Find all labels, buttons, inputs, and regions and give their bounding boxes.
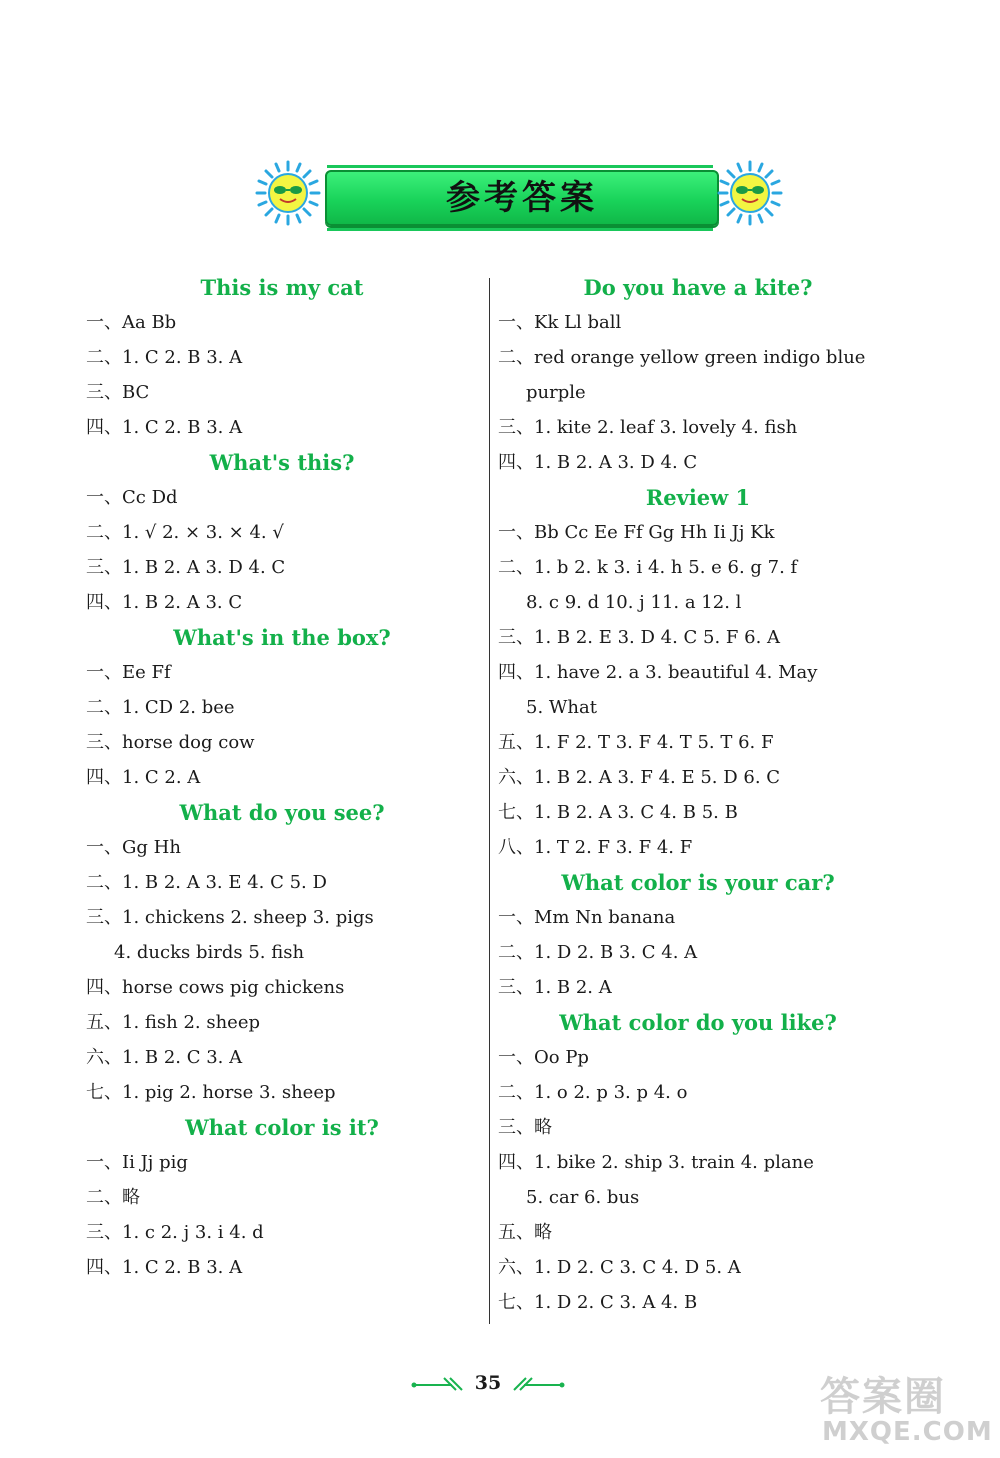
answer-row: 二、1. o 2. p 3. p 4. o	[498, 1082, 688, 1103]
sun-icon	[717, 160, 783, 226]
answer-row: 一、Gg Hh	[86, 837, 181, 858]
answer-row: 一、Ee Ff	[86, 662, 171, 683]
banner-rule-top	[327, 165, 713, 168]
answer-row: 4. ducks birds 5. fish	[114, 942, 305, 963]
answer-row: 一、Oo Pp	[498, 1047, 589, 1068]
answer-row: 七、1. B 2. A 3. C 4. B 5. B	[498, 802, 738, 823]
answer-row: 一、Ii Jj pig	[86, 1152, 188, 1173]
page-number: 35	[474, 1372, 502, 1394]
answer-row: 二、1. C 2. B 3. A	[86, 347, 243, 368]
answer-row: 三、1. c 2. j 3. i 4. d	[86, 1222, 264, 1243]
answer-row: purple	[526, 382, 586, 403]
answer-row: 七、1. D 2. C 3. A 4. B	[498, 1292, 698, 1313]
watermark-text: 答案圈	[820, 1374, 946, 1420]
section-heading: Do you have a kite?	[583, 275, 813, 300]
sun-icon	[255, 160, 321, 226]
column-divider	[489, 278, 490, 1324]
page-title: 参考答案	[446, 178, 598, 218]
answer-row: 一、Mm Nn banana	[498, 907, 676, 928]
answer-row: 四、horse cows pig chickens	[86, 977, 345, 998]
answer-row: 六、1. B 2. C 3. A	[86, 1047, 243, 1068]
answer-row: 五、1. fish 2. sheep	[86, 1012, 261, 1033]
answer-row: 三、1. B 2. A	[498, 977, 612, 998]
answer-row: 三、1. chickens 2. sheep 3. pigs	[86, 907, 374, 928]
section-heading: What's in the box?	[173, 625, 391, 650]
answer-row: 一、Kk Ll ball	[498, 312, 622, 333]
answer-row: 五、略	[498, 1222, 552, 1243]
answer-row: 三、1. B 2. E 3. D 4. C 5. F 6. A	[498, 627, 781, 648]
banner-rule-bottom	[327, 228, 713, 231]
answer-column-right	[498, 270, 898, 1320]
answer-row: 5. What	[526, 697, 597, 718]
answer-row: 六、1. B 2. A 3. F 4. E 5. D 6. C	[498, 767, 781, 788]
answer-row: 二、red orange yellow green indigo blue	[498, 347, 866, 368]
answer-row: 二、1. √ 2. × 3. × 4. √	[86, 522, 284, 543]
answer-row: 四、1. bike 2. ship 3. train 4. plane	[498, 1152, 814, 1173]
answer-row: 二、1. B 2. A 3. E 4. C 5. D	[86, 872, 327, 893]
answer-row: 二、1. D 2. B 3. C 4. A	[498, 942, 698, 963]
answer-row: 五、1. F 2. T 3. F 4. T 5. T 6. F	[498, 732, 774, 753]
answer-row: 四、1. B 2. A 3. C	[86, 592, 243, 613]
answer-row: 八、1. T 2. F 3. F 4. F	[498, 837, 693, 858]
answer-row: 四、1. C 2. A	[86, 767, 201, 788]
answer-row: 二、1. CD 2. bee	[86, 697, 235, 718]
title-banner	[255, 160, 780, 238]
answer-column-left	[86, 270, 478, 1285]
answer-row: 三、1. kite 2. leaf 3. lovely 4. fish	[498, 417, 798, 438]
answer-row: 六、1. D 2. C 3. C 4. D 5. A	[498, 1257, 741, 1278]
section-heading: What do you see?	[179, 800, 385, 825]
answer-row: 四、1. C 2. B 3. A	[86, 1257, 243, 1278]
section-heading: What color do you like?	[559, 1010, 837, 1035]
section-heading: What color is it?	[185, 1115, 379, 1140]
section-heading: This is my cat	[200, 275, 364, 300]
answer-row: 四、1. have 2. a 3. beautiful 4. May	[498, 662, 818, 683]
banner-box	[325, 170, 719, 226]
answer-row: 四、1. B 2. A 3. D 4. C	[498, 452, 698, 473]
watermark	[820, 1365, 995, 1453]
answer-row: 四、1. C 2. B 3. A	[86, 417, 243, 438]
answer-row: 一、Bb Cc Ee Ff Gg Hh Ii Jj Kk	[498, 522, 775, 543]
answer-row: 二、1. b 2. k 3. i 4. h 5. e 6. g 7. f	[498, 557, 798, 578]
answer-row: 三、horse dog cow	[86, 732, 255, 753]
answer-row: 8. c 9. d 10. j 11. a 12. l	[526, 592, 742, 613]
answer-row: 二、略	[86, 1187, 140, 1208]
page-footer	[408, 1368, 568, 1398]
answer-row: 七、1. pig 2. horse 3. sheep	[86, 1082, 336, 1103]
answer-row: 5. car 6. bus	[526, 1187, 640, 1208]
section-heading: What color is your car?	[561, 870, 835, 895]
watermark-url: MXQE.COM	[822, 1417, 993, 1447]
answer-row: 三、1. B 2. A 3. D 4. C	[86, 557, 286, 578]
answer-row: 三、BC	[86, 382, 150, 403]
answer-row: 一、Cc Dd	[86, 487, 178, 508]
section-heading: Review 1	[645, 485, 751, 510]
section-heading: What's this?	[209, 450, 355, 475]
answer-row: 一、Aa Bb	[86, 312, 177, 333]
answer-row: 三、略	[498, 1117, 552, 1138]
